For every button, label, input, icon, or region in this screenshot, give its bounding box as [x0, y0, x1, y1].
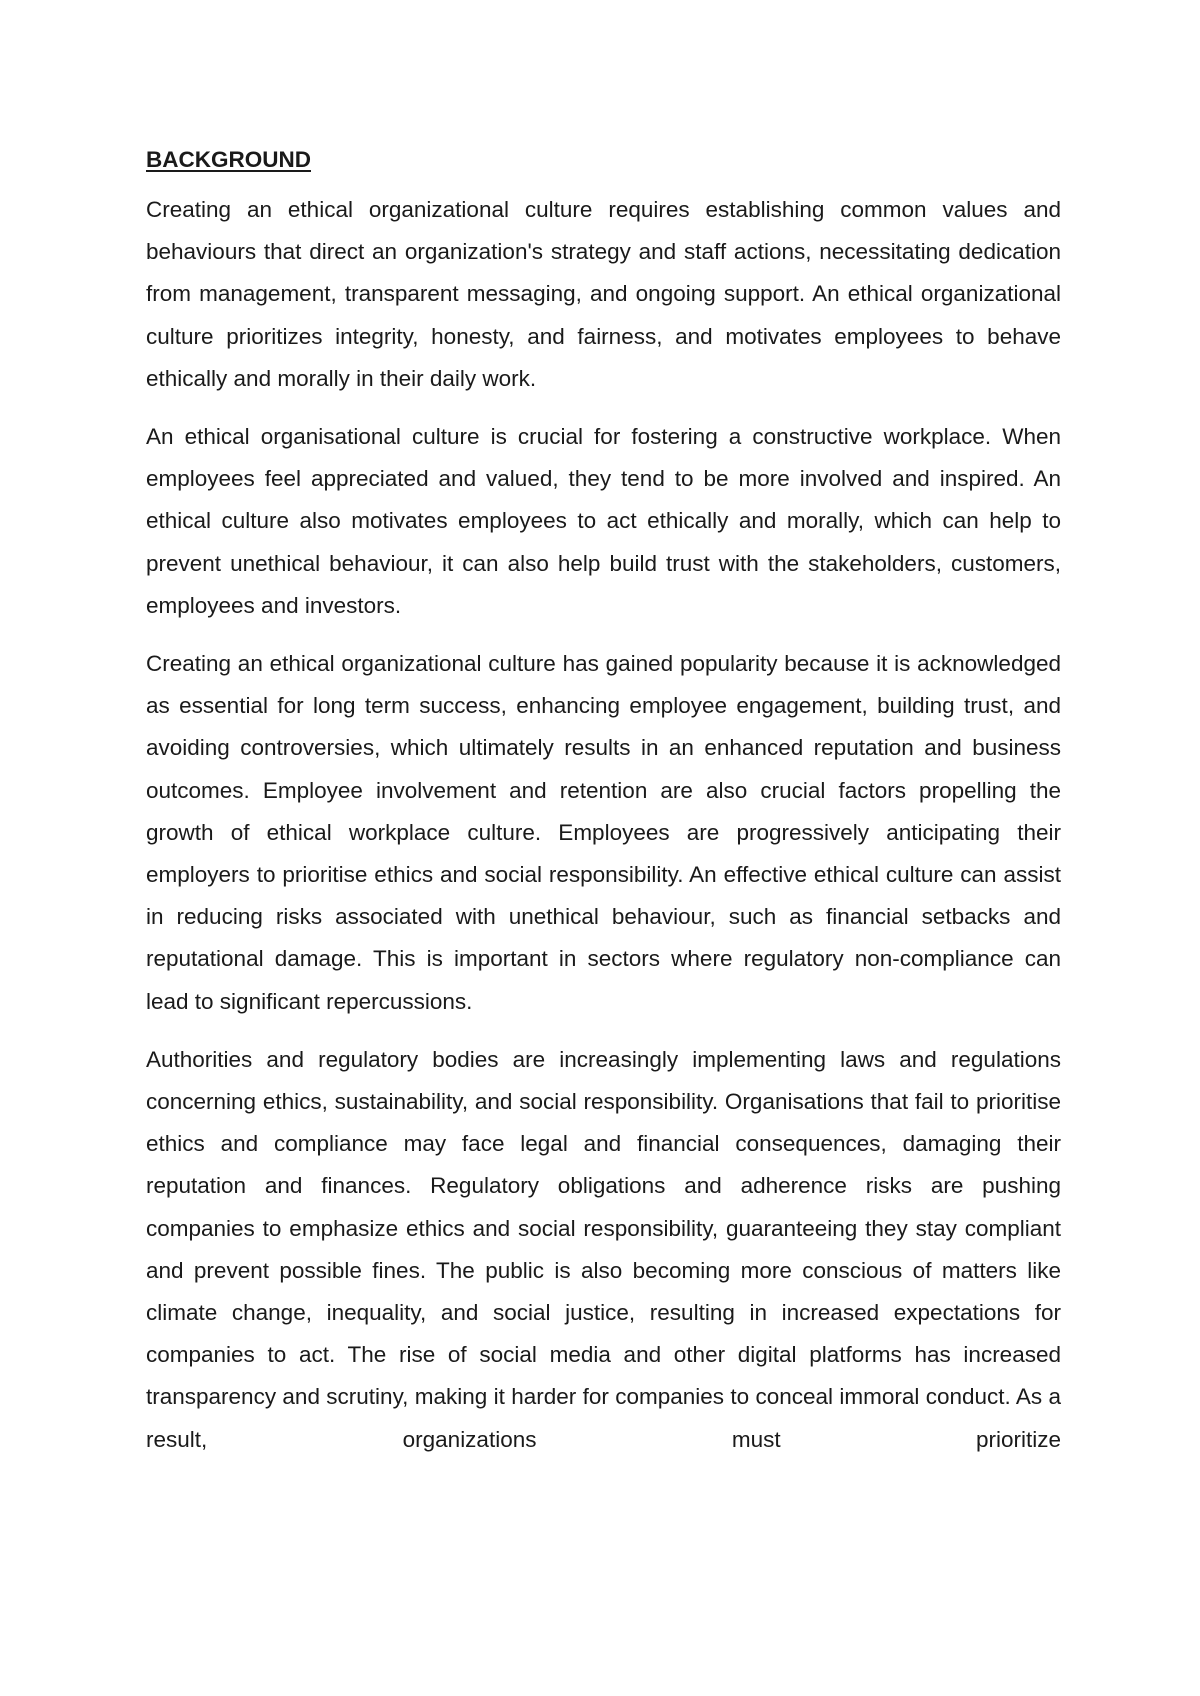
paragraph-1: Creating an ethical organizational culture requires establishing common values and behaviours that direct an organization's strategy and staff actions, necessitating dedication from management, transparent messaging, and ongoing support. An ethical organizational culture prioritizes integrity, honesty, and fairness, and motivates employees to behave ethically and morally in their daily work.: [146, 197, 1061, 391]
paragraph-4: Authorities and regulatory bodies are increasingly implementing laws and regulations concerning ethics, sustainability, and social responsibility. Organisations that fail to prioritise ethics and compliance may face legal and financial consequences, damaging their reputation and finances. Regulatory obligations and adherence risks are pushing companies to emphasize ethics and social responsibility, guaranteeing they stay compliant and prevent possible fines. The public is also becoming more conscious of matters like climate change, inequality, and social justice, resulting in increased expectations for companies to act. The rise of social media and other digital platforms has increased transparency and scrutiny, making it harder for companies to conceal immoral conduct. As a result, organizations must prioritize: [146, 1046, 1061, 1452]
document-body: [146, 141, 1061, 1461]
paragraph-2: An ethical organisational culture is crucial for fostering a constructive workplace. When employees feel appreciated and valued, they tend to be more involved and inspired. An ethical culture also motivates employees to act ethically and morally, which can help to prevent unethical behaviour, it can also help build trust with the stakeholders, customers, employees and investors.: [146, 424, 1061, 618]
paragraph-3: Creating an ethical organizational culture has gained popularity because it is acknowledged as essential for long term success, enhancing employee engagement, building trust, and avoiding controversies, which ultimately results in an enhanced reputation and business outcomes. Employee involvement and retention are also crucial factors propelling the growth of ethical workplace culture. Employees are progressively anticipating their employers to prioritise ethics and social responsibility. An effective ethical culture can assist in reducing risks associated with unethical behaviour, such as financial setbacks and reputational damage. This is important in sectors where regulatory non-compliance can lead to significant repercussions.: [146, 651, 1061, 1014]
section-heading: BACKGROUND: [146, 147, 311, 172]
